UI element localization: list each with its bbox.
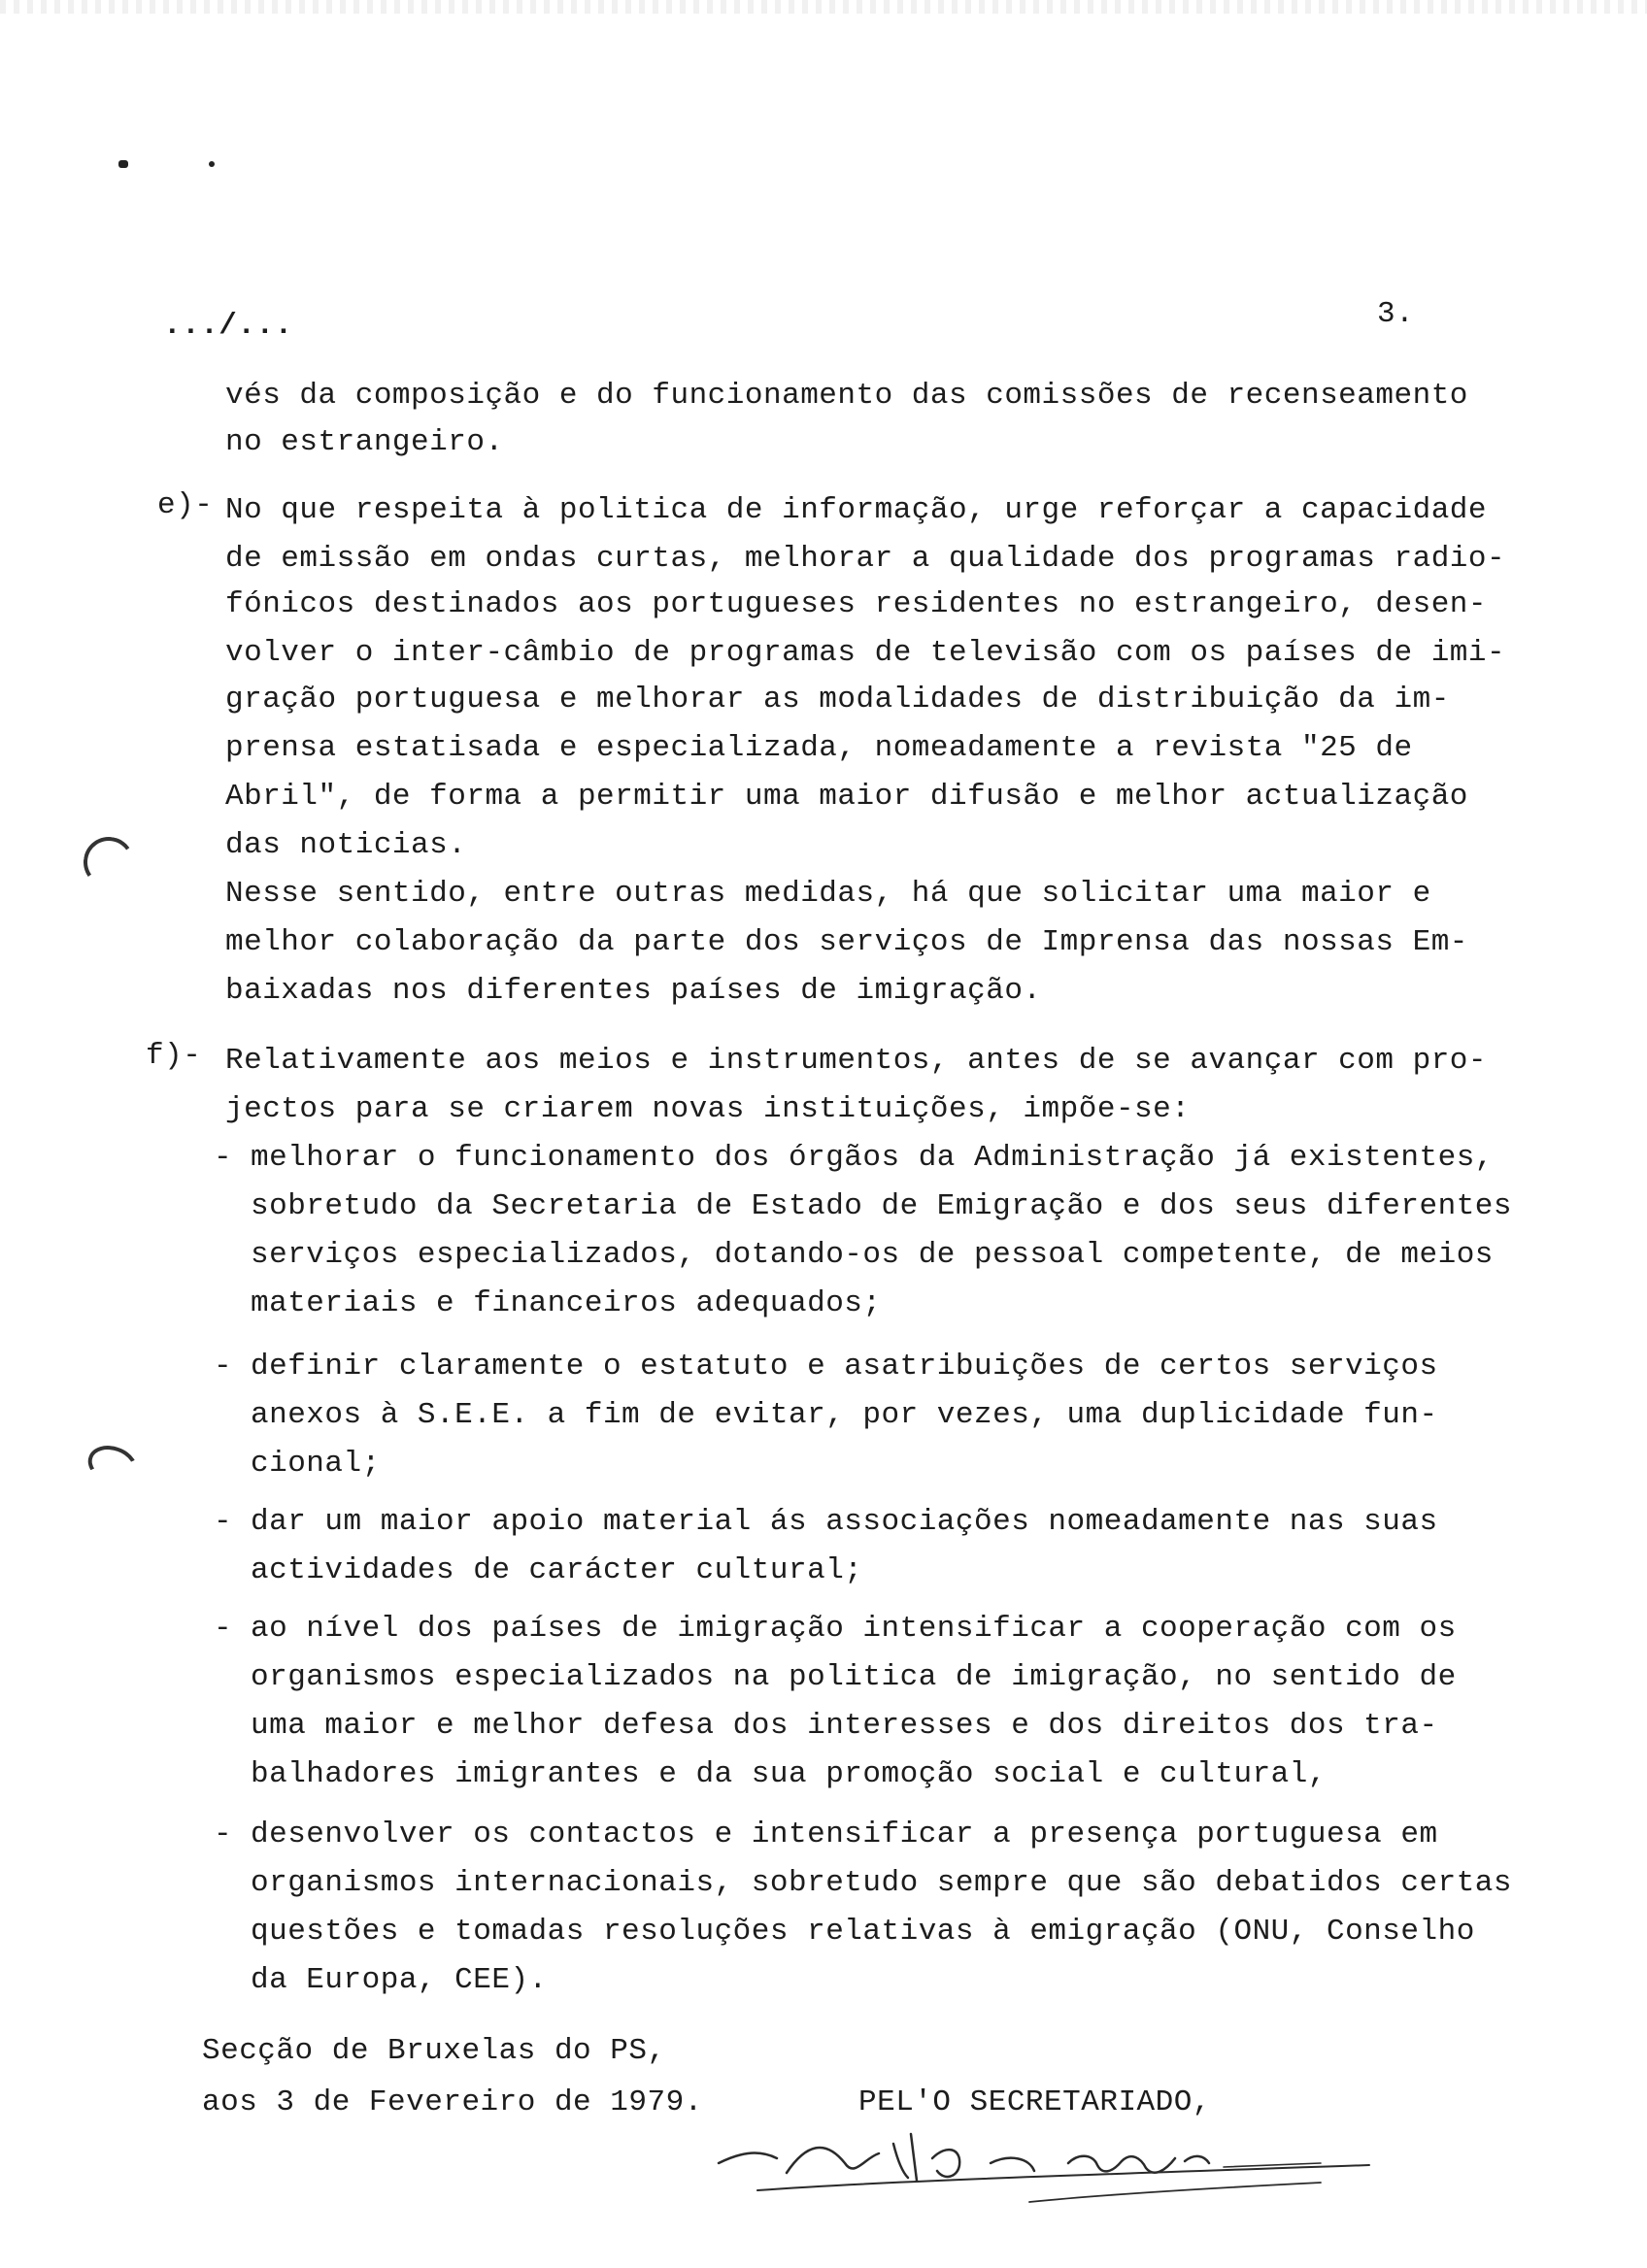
- bullet-marker: -: [214, 1612, 233, 1646]
- section-e-line: No que respeita à politica de informação, urge reforçar a capacidade: [225, 493, 1488, 527]
- bullet-1-line: serviços especializados, dotando-os de pessoal competente, de meios: [251, 1238, 1494, 1272]
- carryover-line-2: no estrangeiro.: [225, 425, 504, 459]
- punch-hole-arc-lower: [83, 1439, 143, 1490]
- closing-signatory: PEL'O SECRETARIADO,: [858, 2085, 1211, 2119]
- section-e-line: Abril", de forma a permitir uma maior difusão e melhor actualização: [225, 780, 1468, 814]
- bullet-marker: -: [214, 1505, 233, 1539]
- bullet-2-line: anexos à S.E.E. a fim de evitar, por vezes, uma duplicidade fun-: [251, 1398, 1438, 1432]
- scan-edge-artifact: [0, 0, 1647, 14]
- bullet-4-line: organismos especializados na politica de imigração, no sentido de: [251, 1660, 1457, 1694]
- section-e-line: gração portuguesa e melhorar as modalidades de distribuição da im-: [225, 683, 1450, 717]
- section-e-line: melhor colaboração da parte dos serviços de Imprensa das nossas Em-: [225, 925, 1468, 959]
- section-e-line: Nesse sentido, entre outras medidas, há que solicitar uma maior e: [225, 877, 1431, 911]
- bullet-3-line: dar um maior apoio material ás associações nomeadamente nas suas: [251, 1505, 1438, 1539]
- bullet-4-line: balhadores imigrantes e da sua promoção social e cultural,: [251, 1757, 1327, 1791]
- scan-speck-1: [118, 160, 128, 168]
- bullet-5-line: organismos internacionais, sobretudo sempre que são debatidos certas: [251, 1866, 1513, 1900]
- continuation-mark: .../...: [163, 309, 293, 343]
- handwritten-signature: [699, 2105, 1379, 2221]
- bullet-1-line: materiais e financeiros adequados;: [251, 1286, 882, 1320]
- section-e-line: volver o inter-câmbio de programas de televisão com os países de imi-: [225, 636, 1506, 670]
- section-f-intro-line: jectos para se criarem novas instituições, impõe-se:: [225, 1092, 1191, 1126]
- carryover-line-1: vés da composição e do funcionamento das comissões de recenseamento: [225, 379, 1468, 413]
- bullet-1-line: sobretudo da Secretaria de Estado de Emigração e dos seus diferentes: [251, 1189, 1513, 1223]
- bullet-marker: -: [214, 1818, 233, 1851]
- bullet-4-line: ao nível dos países de imigração intensificar a cooperação com os: [251, 1612, 1457, 1646]
- section-f-intro-line: Relativamente aos meios e instrumentos, antes de se avançar com pro-: [225, 1044, 1488, 1078]
- punch-hole-arc-upper: [80, 833, 138, 891]
- section-e-line: de emissão em ondas curtas, melhorar a qualidade dos programas radio-: [225, 542, 1506, 576]
- bullet-1-line: melhorar o funcionamento dos órgãos da Administração já existentes,: [251, 1141, 1494, 1175]
- closing-date: aos 3 de Fevereiro de 1979.: [202, 2085, 703, 2119]
- bullet-5-line: da Europa, CEE).: [251, 1963, 548, 1997]
- section-e-line: fónicos destinados aos portugueses residentes no estrangeiro, desen-: [225, 587, 1488, 621]
- bullet-marker: -: [214, 1141, 233, 1175]
- section-e-label: e)-: [157, 488, 214, 522]
- bullet-2-line: cional;: [251, 1447, 381, 1481]
- bullet-5-line: questões e tomadas resoluções relativas à emigração (ONU, Conselho: [251, 1915, 1475, 1949]
- bullet-marker: -: [214, 1350, 233, 1384]
- page-number: 3.: [1377, 297, 1415, 331]
- section-e-line: das noticias.: [225, 828, 467, 862]
- section-e-line: prensa estatisada e especializada, nomeadamente a revista "25 de: [225, 731, 1413, 765]
- closing-place: Secção de Bruxelas do PS,: [202, 2034, 666, 2068]
- scan-speck-2: [209, 161, 215, 167]
- bullet-2-line: definir claramente o estatuto e asatribuições de certos serviços: [251, 1350, 1438, 1384]
- section-f-label: f)-: [146, 1039, 202, 1073]
- bullet-3-line: actividades de carácter cultural;: [251, 1553, 863, 1587]
- bullet-5-line: desenvolver os contactos e intensificar a presença portuguesa em: [251, 1818, 1438, 1851]
- bullet-4-line: uma maior e melhor defesa dos interesses e dos direitos dos tra-: [251, 1709, 1438, 1743]
- section-e-line: baixadas nos diferentes países de imigração.: [225, 974, 1042, 1008]
